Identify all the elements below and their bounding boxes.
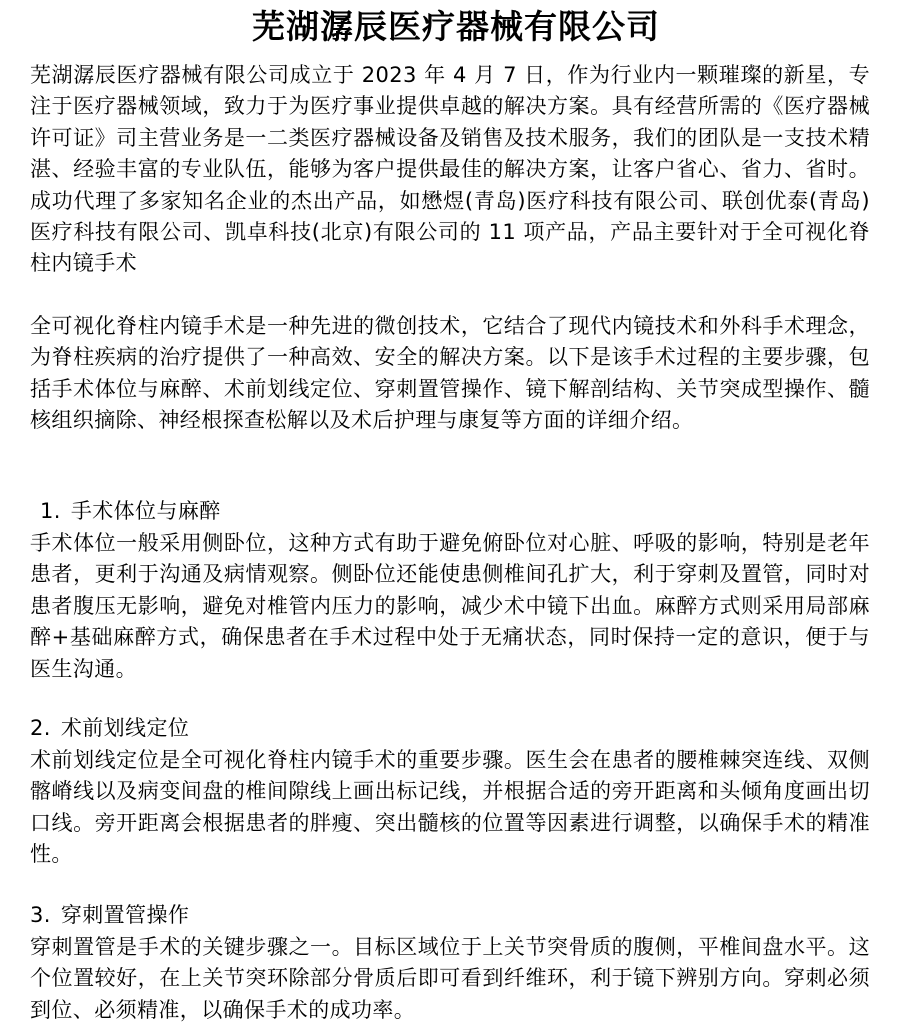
section-2-number: 2. — [30, 716, 51, 740]
section-2-heading — [30, 713, 189, 744]
section-2-body: 术前划线定位是全可视化脊柱内镜手术的重要步骤。医生会在患者的腰椎棘突连线、双侧髂嵴线以及病变间盘的椎间隙线上画出标记线，并根据合适的旁开距离和头倾角度画出切口线。旁开距离会根据患者的胖瘦、突出髓核的位置等因素进行调整，以确保手术的精准性。 — [30, 748, 870, 867]
intro-paragraph: 芜湖潺辰医疗器械有限公司成立于 2023 年 4 月 7 日，作为行业内一颗璀璨的新星，专注于医疗器械领域，致力于为医疗事业提供卓越的解决方案。具有经营所需的《医疗器械许可证》司主营业务是一二类医疗器械设备及销售及技术服务，我们的团队是一支技术精湛、经验丰富的专业队伍，能够为客户提供最佳的解决方案，让客户省心、省力、省时。成功代理了多家知名企业的杰出产品，如懋煜(青岛)医疗科技有限公司、联创优泰(青岛)医疗科技有限公司、凯卓科技(北京)有限公司的 11 项产品，产品主要针对于全可视化脊柱内镜手术 — [30, 63, 870, 276]
section-3-number: 3. — [30, 903, 51, 927]
section-3-heading — [30, 900, 189, 931]
section-1-title: 手术体位与麻醉 — [70, 499, 221, 523]
section-1-heading — [40, 496, 221, 527]
section-2-title: 术前划线定位 — [60, 716, 190, 740]
overview-paragraph: 全可视化脊柱内镜手术是一种先进的微创技术，它结合了现代内镜技术和外科手术理念，为脊柱疾病的治疗提供了一种高效、安全的解决方案。以下是该手术过程的主要步骤，包括手术体位与麻醉、术前划线定位、穿刺置管操作、镜下解剖结构、关节突成型操作、髓核组织摘除、神经根探查松解以及术后护理与康复等方面的详细介绍。 — [30, 314, 870, 433]
section-1-number: 1. — [40, 499, 61, 523]
section-3-body: 穿刺置管是手术的关键步骤之一。目标区域位于上关节突骨质的腹侧，平椎间盘水平。这个位置较好，在上关节突环除部分骨质后即可看到纤维环，利于镜下辨别方向。穿刺必须到位、必须精准，以确保手术的成功率。 — [30, 935, 870, 1022]
document-title: 芜湖潺辰医疗器械有限公司 — [252, 7, 660, 46]
section-3-title: 穿刺置管操作 — [60, 903, 190, 927]
section-1-body: 手术体位一般采用侧卧位，这种方式有助于避免俯卧位对心脏、呼吸的影响，特别是老年患者，更利于沟通及病情观察。侧卧位还能使患侧椎间孔扩大，利于穿刺及置管，同时对患者腹压无影响，避免对椎管内压力的影响，减少术中镜下出血。麻醉方式则采用局部麻醉+基础麻醉方式，确保患者在手术过程中处于无痛状态，同时保持一定的意识，便于与医生沟通。 — [30, 531, 870, 681]
